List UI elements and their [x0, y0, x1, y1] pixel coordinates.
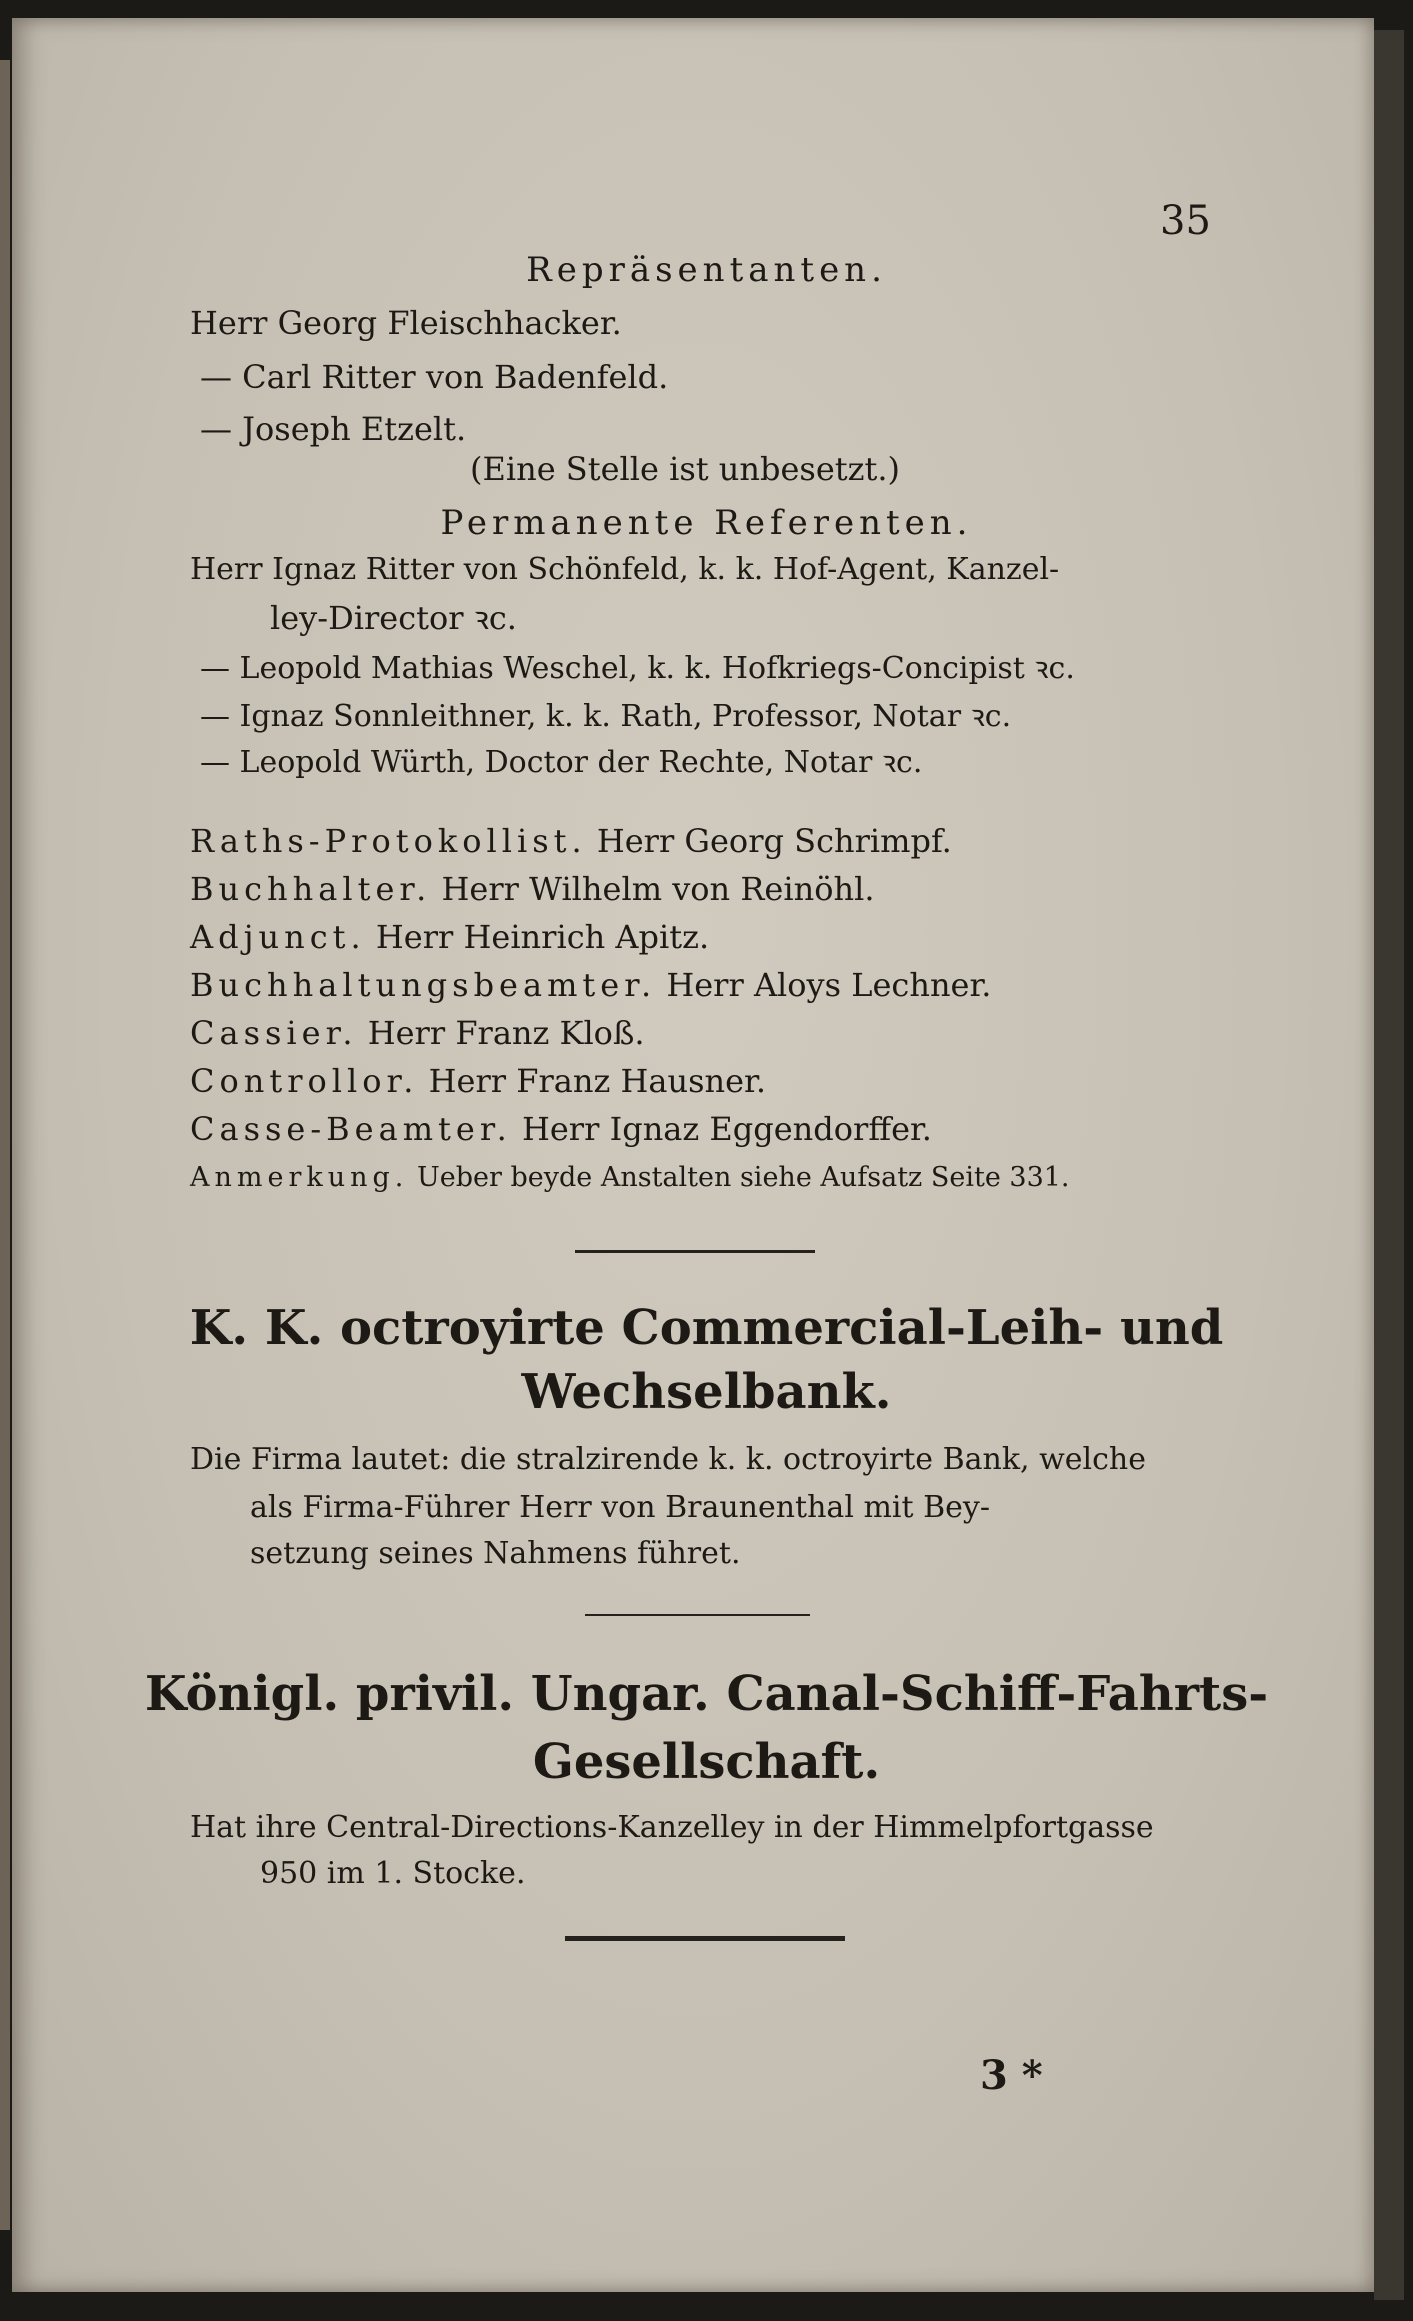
official-row	[190, 1110, 932, 1148]
referent-line: Herr Ignaz Ritter von Schönfeld, k. k. Hof-Agent, Kanzel-	[190, 552, 1060, 587]
canal-title-line2: Gesellschaft.	[532, 1734, 881, 1790]
bank-text-line: Die Firma lautet: die stralzirende k. k. octroyirte Bank, welche	[190, 1442, 1147, 1477]
section-divider	[565, 1936, 845, 1941]
official-row	[190, 966, 991, 1004]
page-number: 35	[1160, 198, 1211, 244]
referent-line: — Leopold Würth, Doctor der Rechte, Notar ꝛc.	[200, 745, 923, 780]
official-name: Herr Ignaz Eggendorffer.	[521, 1110, 932, 1148]
vacancy-note: (Eine Stelle ist unbesetzt.)	[470, 450, 901, 488]
official-row	[190, 918, 709, 956]
official-row	[190, 870, 874, 908]
canal-text-line: Hat ihre Central-Directions-Kanzelley in der Himmelpfortgasse	[190, 1810, 1154, 1845]
referent-line: — Leopold Mathias Weschel, k. k. Hofkriegs-Concipist ꝛc.	[200, 651, 1075, 686]
bank-text-line: als Firma-Führer Herr von Braunenthal mit Bey-	[250, 1490, 990, 1525]
official-title: Raths-Protokollist.	[190, 822, 587, 860]
section-heading-referents: Permanente Referenten.	[440, 503, 973, 543]
official-name: Herr Franz Kloß.	[367, 1014, 645, 1052]
book-spine	[0, 60, 10, 2230]
footnote-label: Anmerkung.	[190, 1162, 409, 1193]
official-title: Cassier.	[190, 1014, 358, 1052]
official-name: Herr Wilhelm von Reinöhl.	[441, 870, 875, 908]
official-name: Herr Aloys Lechner.	[666, 966, 992, 1004]
official-name: Herr Georg Schrimpf.	[596, 822, 952, 860]
canal-text-line: 950 im 1. Stocke.	[260, 1856, 526, 1891]
official-title: Controllor.	[190, 1062, 419, 1100]
official-row	[190, 1014, 644, 1052]
representative-line: Herr Georg Fleischhacker.	[190, 304, 622, 342]
official-title: Buchhaltungsbeamter.	[190, 966, 657, 1004]
page-edge	[1374, 30, 1404, 2300]
section-heading-representatives: Repräsentanten.	[526, 250, 887, 290]
official-row	[190, 1062, 766, 1100]
representative-line: — Carl Ritter von Badenfeld.	[200, 358, 669, 396]
referent-line: — Ignaz Sonnleithner, k. k. Rath, Professor, Notar ꝛc.	[200, 699, 1012, 734]
official-row	[190, 822, 952, 860]
official-title: Adjunct.	[190, 918, 366, 956]
bank-title-line1: K. K. octroyirte Commercial-Leih- und	[189, 1300, 1224, 1356]
bank-title-line2: Wechselbank.	[521, 1364, 892, 1420]
official-name: Herr Heinrich Apitz.	[375, 918, 710, 956]
referent-line: ley-Director ꝛc.	[270, 599, 517, 637]
footnote-text: Ueber beyde Anstalten siehe Aufsatz Seite 331.	[416, 1162, 1070, 1193]
footnote	[190, 1162, 1070, 1193]
official-title: Buchhalter.	[190, 870, 432, 908]
bank-text-line: setzung seines Nahmens führet.	[250, 1536, 741, 1571]
section-divider	[585, 1614, 810, 1616]
official-title: Casse-Beamter.	[190, 1110, 512, 1148]
canal-title-line1: Königl. privil. Ungar. Canal-Schiff-Fahrts-	[144, 1666, 1269, 1722]
signature-mark: 3 *	[980, 2052, 1043, 2099]
section-divider	[575, 1250, 815, 1253]
official-name: Herr Franz Hausner.	[428, 1062, 766, 1100]
representative-line: — Joseph Etzelt.	[200, 410, 467, 448]
